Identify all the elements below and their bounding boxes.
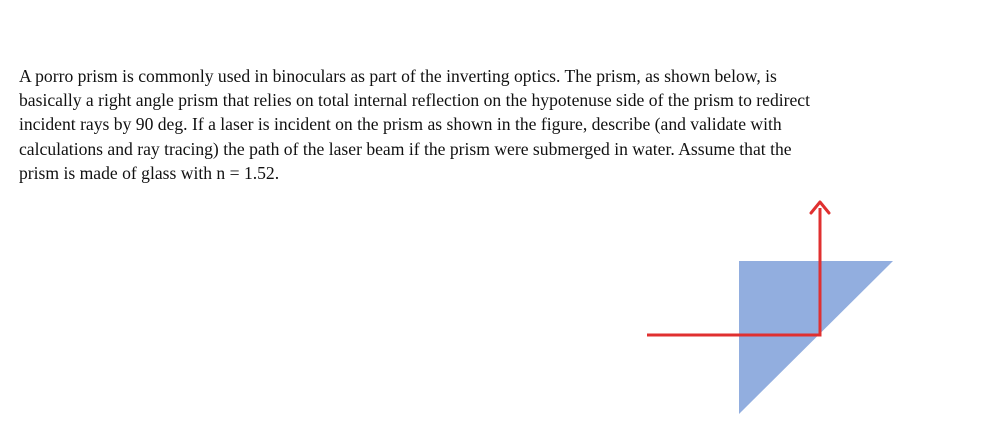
problem-line-3: incident rays by 90 deg. If a laser is incident on the prism as shown in the figure, describe (and validate with: [19, 114, 782, 135]
problem-line-2: basically a right angle prism that relies on total internal reflection on the hypotenuse side of the prism to redirect: [19, 90, 810, 111]
problem-line-4: calculations and ray tracing) the path of the laser beam if the prism were submerged in water. Assume that the: [19, 138, 792, 159]
problem-line-5: prism is made of glass with n = 1.52.: [19, 162, 280, 183]
problem-line-1: A porro prism is commonly used in binoculars as part of the inverting optics. The prism, as shown below, is: [19, 66, 777, 86]
right-angle-prism-icon: [739, 261, 893, 414]
